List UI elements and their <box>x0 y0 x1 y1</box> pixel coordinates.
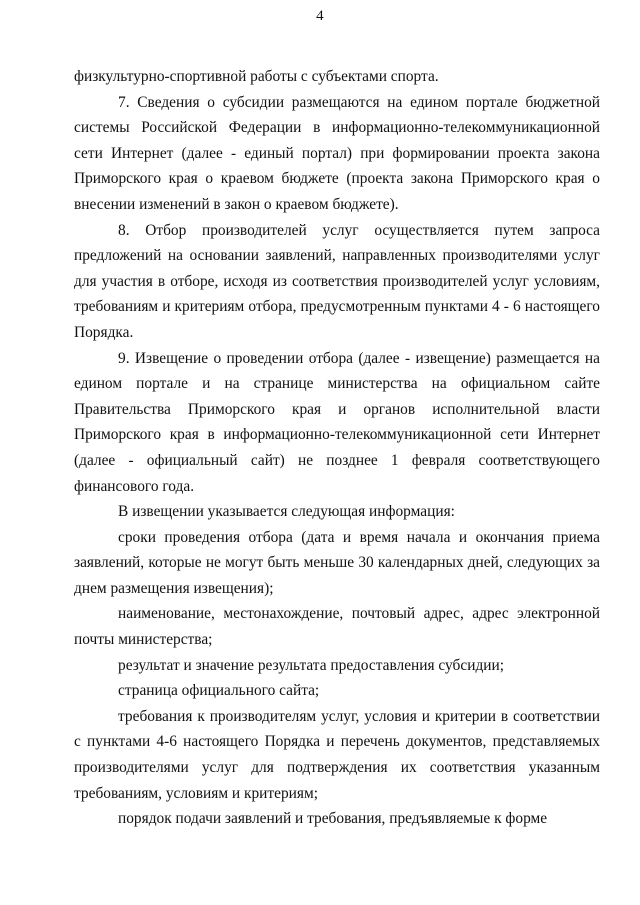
paragraph-item-7: 7. Сведения о субсидии размещаются на едином портале бюджетной системы Российской Федерации в информационно-телекоммуникационной сети Интернет (далее - единый портал) при формировании проекта закона Приморского края о краевом бюджете (проекта закона Приморского края о внесении изменений в закон о краевом бюджете). <box>74 93 600 213</box>
document-body <box>74 64 600 832</box>
paragraph-notice-result: результат и значение результата предоставления субсидии; <box>118 656 505 674</box>
paragraph-notice-intro: В извещении указывается следующая информация: <box>118 503 455 521</box>
paragraph-notice-ministry-info: наименование, местонахождение, почтовый адрес, адрес электронной почты министерства; <box>74 605 600 649</box>
paragraph-item-8: 8. Отбор производителей услуг осуществляется путем запроса предложений на основании заявлений, направленных производителями услуг для участия в отборе, исходя из соответствия производителей услуг условиям, требованиям и критериям отбора, предусмотренным пунктами 4 - 6 настоящего Порядка. <box>74 221 600 341</box>
page-number: 4 <box>316 8 324 24</box>
paragraph-notice-requirements: требования к производителям услуг, условия и критерии в соответствии с пунктами 4-6 настоящего Порядка и перечень документов, представляемых производителями услуг для подтверждения их соответствия указанным требованиям, условиям и критериям; <box>74 707 600 802</box>
paragraph-notice-website: страница официального сайта; <box>118 682 320 700</box>
paragraph-item-9: 9. Извещение о проведении отбора (далее - извещение) размещается на едином портале и на странице министерства на официальном сайте Правительства Приморского края и органов исполнительной власти Приморского края в информационно-телекоммуникационной сети Интернет (далее - официальный сайт) не позднее 1 февраля соответствующего финансового года. <box>74 349 600 495</box>
paragraph-continuation: физкультурно-спортивной работы с субъектами спорта. <box>74 68 439 85</box>
paragraph-notice-terms: сроки проведения отбора (дата и время начала и окончания приема заявлений, которые не могут быть меньше 30 календарных дней, следующих за днем размещения извещения); <box>74 528 600 597</box>
paragraph-notice-application-order: порядок подачи заявлений и требования, предъявляемые к форме <box>118 810 548 828</box>
